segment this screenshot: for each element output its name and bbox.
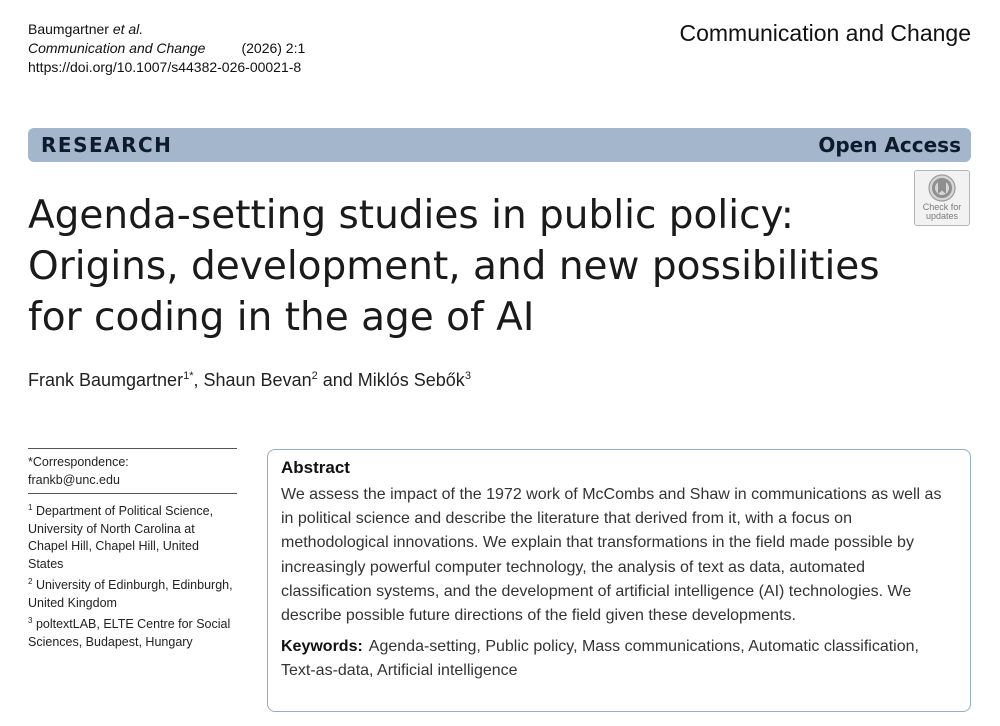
correspondence: *Correspondence: frankb@unc.edu	[28, 449, 237, 493]
article-type-label: RESEARCH	[41, 133, 173, 157]
journal-title: Communication and Change	[679, 20, 971, 46]
check-for-updates-icon	[928, 174, 956, 202]
affiliations	[28, 494, 237, 651]
author-1[interactable]: Frank Baumgartner$^{1*}$	[28, 370, 194, 390]
affiliation-item: $^1$ Department of Political Science, University of North Carolina at Chapel Hill, Chapel Hill, United States	[28, 503, 214, 571]
check-for-updates-label: Check for updates	[922, 202, 962, 221]
citation-doi[interactable]: https://doi.org/10.1007/s44382-026-00021-8	[28, 59, 302, 75]
author-3[interactable]: Miklós Sebők$^3$	[357, 370, 471, 390]
author-2[interactable]: Shaun Bevan$^2$	[203, 370, 318, 390]
affiliation-item: $^2$ University of Edinburgh, Edinburgh, United Kingdom	[28, 577, 233, 610]
citation-block	[28, 20, 305, 77]
article-title: Agenda-setting studies in public policy: Origins, development, and new possibilities for coding in the age of AI	[28, 193, 880, 340]
abstract-heading: Abstract	[281, 458, 350, 477]
citation-journal: Communication and Change (2026) 2:1	[28, 40, 306, 56]
keywords-label: Keywords:	[281, 638, 363, 656]
article-type-banner	[28, 128, 971, 162]
check-for-updates-badge[interactable]	[914, 170, 970, 226]
abstract-text: We assess the impact of the 1972 work of McCombs and Shaw in communications as well as in political science and describe the literature that derived from it, with a focus on methodological innovations. We explain that transformations in the field made possible by increasingly powerful computer technology, the analysis of text as data, automated classification systems, and the development of artificial intelligence (AI) technologies. We describe possible future directions of the field given these developments.	[281, 486, 942, 625]
citation-authors: Baumgartner et al.	[28, 21, 144, 37]
keywords	[281, 635, 956, 683]
abstract-box	[267, 449, 971, 712]
author-list: Frank Baumgartner$^{1*}$, Shaun Bevan$^2$ and Miklós Sebők$^3$	[28, 370, 471, 390]
keywords-list: Agenda-setting, Public policy, Mass communications, Automatic classification, Text-as-data, Artificial intelligence	[281, 638, 919, 680]
open-access-label: Open Access	[818, 133, 961, 157]
affiliation-item: $^3$ poltextLAB, ELTE Centre for Social Sciences, Budapest, Hungary	[28, 616, 231, 649]
correspondence-email[interactable]: frankb@unc.edu	[28, 472, 120, 487]
affiliation-sidebar	[28, 448, 237, 651]
